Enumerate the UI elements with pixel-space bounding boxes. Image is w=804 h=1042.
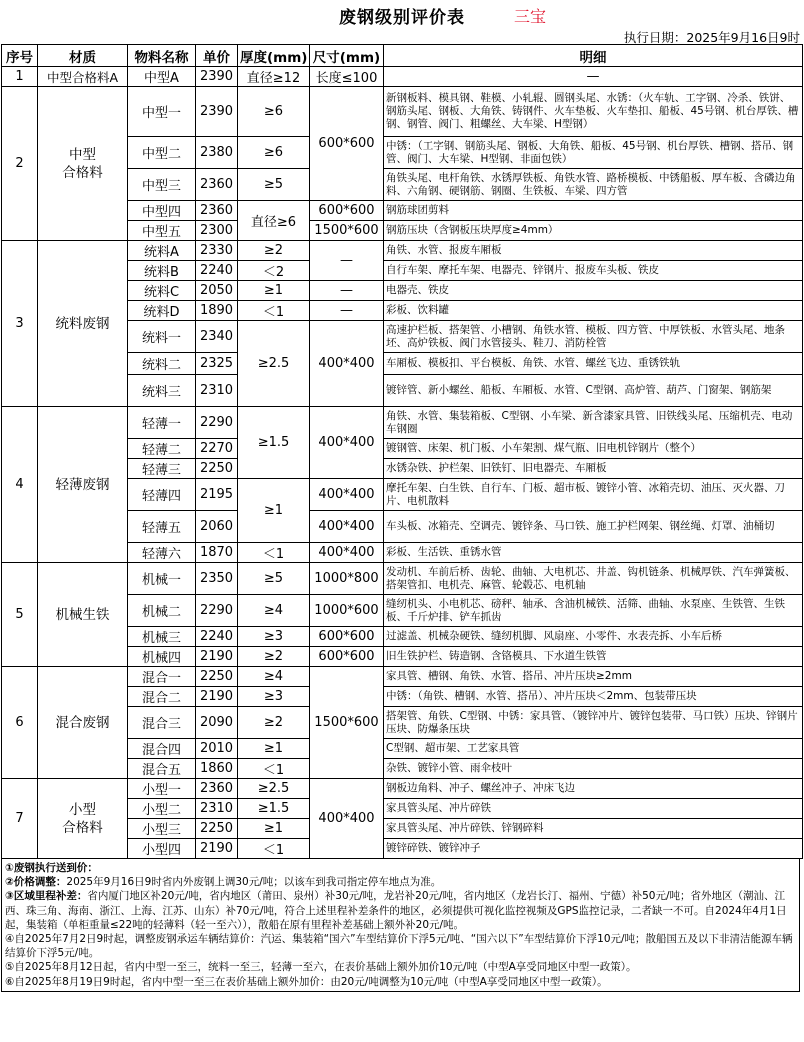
item-thickness: ≥3 (238, 687, 310, 707)
item-name: 轻薄二 (128, 439, 196, 459)
item-size: 600*600 (310, 627, 384, 647)
item-detail: 搭架管、角铁、C型钢、中锈：家具管、（镀锌冲片、镀锌包装带、马口铁）压块、锌钢片压块、防爆条压块 (384, 707, 803, 739)
item-detail: 发动机、车前后桥、齿轮、曲轴、大电机芯、井盖、钩机链条、机械厚铁、汽车弹簧板、搭架管扣、电机壳、麻管、轮毂芯、电机轴 (384, 563, 803, 595)
col-header-no: 序号 (2, 45, 38, 67)
item-price: 2050 (196, 281, 238, 301)
item-name: 中型五 (128, 221, 196, 241)
item-thickness: 直径≥6 (238, 201, 310, 241)
item-size: 400*400 (310, 407, 384, 479)
group-name: 统料废钢 (38, 241, 128, 407)
item-detail: 自行车架、摩托车架、电器壳、锌钢片、报废车头板、铁皮 (384, 261, 803, 281)
note-3-body: 省内厦门地区补20元/吨，省内地区（莆田、泉州）补30元/吨，龙岩补20元/吨，省内地区（龙岩长汀、福州、宁德）补50元/吨；省外地区（潮汕、江西、珠三角、海南、浙江、上海、江苏、山东）补70元/吨，符合上述里程补差条件的地区，必须提供可视化监控视频及GPS监控记录，二者缺一不可。自2024年4月1日起，集装箱（单柜重量≤22吨的轻薄料（轻一至六）），散船在原有里程补差基础上额外补20元/吨。 (5, 890, 787, 931)
col-header-detail: 明细 (384, 45, 803, 67)
group-no: 2 (2, 87, 38, 241)
item-name: 中型四 (128, 201, 196, 221)
item-price: 2010 (196, 739, 238, 759)
item-detail: 镀钢管、床架、机门板、小车架割、煤气瓶、旧电机锌钢片（整个） (384, 439, 803, 459)
item-size: — (310, 301, 384, 321)
item-name: 统料一 (128, 321, 196, 353)
item-price: 2240 (196, 627, 238, 647)
item-name: 混合三 (128, 707, 196, 739)
col-header-name: 物料名称 (128, 45, 196, 67)
item-price: 2390 (196, 67, 238, 87)
item-price: 2325 (196, 353, 238, 375)
item-price: 2195 (196, 479, 238, 511)
item-name: 机械二 (128, 595, 196, 627)
item-price: 2290 (196, 595, 238, 627)
notes-section (1, 859, 800, 992)
item-price: 2060 (196, 511, 238, 543)
note-6: ⑥自2025年8月19日9时起，省内中型一至三在表价基础上额外加价：由20元/吨调整为10元/吨（中型A享受同地区中型一政策）。 (5, 975, 608, 988)
item-detail: 车头板、冰箱壳、空调壳、镀锌条、马口铁、施工护栏网架、钢丝绳、灯罩、油桶切 (384, 511, 803, 543)
page-title: 废钢级别评价表 (339, 8, 465, 28)
group-no: 7 (2, 779, 38, 859)
item-price: 2360 (196, 169, 238, 201)
item-price: 2190 (196, 687, 238, 707)
item-size: 400*400 (310, 321, 384, 407)
item-detail: 旧生铁护栏、铸造钢、含铬模具、下水道生铁管 (384, 647, 803, 667)
item-size: 1000*800 (310, 563, 384, 595)
item-price: 2360 (196, 779, 238, 799)
item-thickness: ≥1 (238, 739, 310, 759)
table-row (2, 563, 803, 595)
item-size: 400*400 (310, 543, 384, 563)
item-name: 统料A (128, 241, 196, 261)
title-row (0, 0, 804, 28)
item-name: 小型三 (128, 819, 196, 839)
item-thickness: ≥1.5 (238, 407, 310, 479)
item-detail: 车厢板、模板扣、平台模板、角铁、水管、螺丝飞边、重锈铁轨 (384, 353, 803, 375)
item-price: 2380 (196, 137, 238, 169)
item-thickness: ≥1 (238, 281, 310, 301)
item-name: 混合一 (128, 667, 196, 687)
item-detail: 镀锌管、新小螺丝、船板、车厢板、水管、C型钢、高炉管、葫芦、门窗架、钢筋架 (384, 375, 803, 407)
item-name: 中型二 (128, 137, 196, 169)
item-size: 长度≤100 (310, 67, 384, 87)
item-name: 小型一 (128, 779, 196, 799)
group-name: 混合废钢 (38, 667, 128, 779)
item-price: 2250 (196, 667, 238, 687)
table-row (2, 87, 803, 137)
group-no: 1 (2, 67, 38, 87)
item-detail: 水锈杂铁、护栏架、旧铁钉、旧电器壳、车厢板 (384, 459, 803, 479)
item-thickness: ≥2 (238, 647, 310, 667)
item-thickness: ≥2 (238, 241, 310, 261)
item-price: 2240 (196, 261, 238, 281)
item-thickness: ＜1 (238, 543, 310, 563)
item-name: 机械一 (128, 563, 196, 595)
col-header-size: 尺寸(mm) (310, 45, 384, 67)
item-thickness: ＜1 (238, 839, 310, 859)
item-price: 2190 (196, 839, 238, 859)
item-price: 1870 (196, 543, 238, 563)
group-name: 轻薄废钢 (38, 407, 128, 563)
item-price: 2290 (196, 407, 238, 439)
item-price: 2350 (196, 563, 238, 595)
item-name: 轻薄一 (128, 407, 196, 439)
item-detail: 钢筋球团剪料 (384, 201, 803, 221)
item-price: 2310 (196, 375, 238, 407)
group-no: 4 (2, 407, 38, 563)
item-detail: 过滤盖、机械杂硬铁、缝纫机脚、风扇座、小零件、水表壳拆、小车后桥 (384, 627, 803, 647)
group-no: 3 (2, 241, 38, 407)
item-thickness: ＜2 (238, 261, 310, 281)
col-header-price: 单价 (196, 45, 238, 67)
item-detail: 电器壳、铁皮 (384, 281, 803, 301)
item-detail: 家具管头尾、冲片碎铁、锌钢碎料 (384, 819, 803, 839)
note-2-head: ②价格调整： (5, 876, 67, 889)
item-size: 600*600 (310, 201, 384, 221)
grade-table (1, 44, 803, 859)
item-detail: 新钢板料、模具钢、鞋模、小轧辊、圆钢头尾、水锈：（火车轨、工字钢、冷杀、铁饼、钢筋头尾、钢板、大角铁、铸钢件、火车垫板、火车垫扣、船板、45号钢、机台厚铁、槽钢、钢管、阀门、粗螺丝、大车梁、H型钢） (384, 87, 803, 137)
item-name: 混合四 (128, 739, 196, 759)
item-size: 400*400 (310, 511, 384, 543)
table-row (2, 407, 803, 439)
item-detail: 钢板边角料、冲子、螺丝冲子、冲床飞边 (384, 779, 803, 799)
item-detail: 钢筋压块（含钢板压块厚度≥4mm） (384, 221, 803, 241)
item-detail: 角铁、水管、报废车厢板 (384, 241, 803, 261)
group-name: 小型 合格料 (38, 779, 128, 859)
col-header-thickness: 厚度(mm) (238, 45, 310, 67)
item-price: 2390 (196, 87, 238, 137)
item-price: 2330 (196, 241, 238, 261)
item-name: 小型二 (128, 799, 196, 819)
item-detail: 杂铁、镀锌小管、雨伞枝叶 (384, 759, 803, 779)
item-price: 2250 (196, 459, 238, 479)
item-price: 2340 (196, 321, 238, 353)
note-1-head: ①废钢执行送到价： (5, 862, 98, 874)
item-name: 统料B (128, 261, 196, 281)
item-size: 400*400 (310, 779, 384, 859)
item-name: 混合五 (128, 759, 196, 779)
note-3-head: ③区域里程补差： (5, 890, 88, 903)
item-detail: 中锈：（工字钢、钢筋头尾、钢板、大角铁、船板、45号钢、机台厚铁、槽钢、搭吊、钢管、阀门、大车梁、H型钢、非面包铁） (384, 137, 803, 169)
item-detail: 彩板、饮料罐 (384, 301, 803, 321)
item-thickness: ≥2.5 (238, 779, 310, 799)
group-name: 中型 合格料 (38, 87, 128, 241)
header-row (2, 45, 803, 67)
item-detail: 高速护栏板、搭架管、小槽钢、角铁水管、模板、四方管、中厚铁板、水管头尾、地条坯、高炉铁板、阀门水管接头、鞋刀、消防栓管 (384, 321, 803, 353)
item-name: 中型三 (128, 169, 196, 201)
item-detail: 缝纫机头、小电机芯、磅秤、轴承、含油机械铁、活筛、曲轴、水泵座、生铁管、生铁板、千斤炉排、铲车抓齿 (384, 595, 803, 627)
item-name: 机械三 (128, 627, 196, 647)
group-name: 机械生铁 (38, 563, 128, 667)
item-detail: 摩托车架、白生铁、自行车、门板、超市板、镀锌小管、冰箱壳切、油压、灭火器、刀片、电机散料 (384, 479, 803, 511)
item-price: 2090 (196, 707, 238, 739)
item-price: 2300 (196, 221, 238, 241)
item-price: 1890 (196, 301, 238, 321)
item-name: 轻薄四 (128, 479, 196, 511)
item-name: 轻薄三 (128, 459, 196, 479)
date-row (0, 28, 804, 44)
item-price: 2310 (196, 799, 238, 819)
item-thickness: 直径≥12 (238, 67, 310, 87)
item-name: 统料三 (128, 375, 196, 407)
item-thickness: ≥5 (238, 563, 310, 595)
item-thickness: ＜1 (238, 301, 310, 321)
item-name: 统料二 (128, 353, 196, 375)
item-thickness: ≥6 (238, 87, 310, 137)
item-thickness: ≥5 (238, 169, 310, 201)
item-price: 1860 (196, 759, 238, 779)
item-size: — (310, 241, 384, 281)
item-thickness: ≥6 (238, 137, 310, 169)
item-thickness: ≥2.5 (238, 321, 310, 407)
item-name: 小型四 (128, 839, 196, 859)
item-name: 统料C (128, 281, 196, 301)
item-name: 中型A (128, 67, 196, 87)
item-size: 1500*600 (310, 667, 384, 779)
item-detail: 角铁头尾、电杆角铁、水锈厚铁板、角铁水管、路桥模板、中锈船板、厚车板、含磷边角料、六角钢、硬钢筋、钢圈、生铁板、车梁、四方管 (384, 169, 803, 201)
item-thickness: ≥1.5 (238, 799, 310, 819)
item-name: 机械四 (128, 647, 196, 667)
item-size: 600*600 (310, 647, 384, 667)
item-detail: 镀锌碎铁、镀锌冲子 (384, 839, 803, 859)
table-row (2, 667, 803, 687)
note-5: ⑤自2025年8月12日起，省内中型一至三，统料一至三，轻薄一至六，在表价基础上额外加价10元/吨（中型A享受同地区中型一政策）。 (5, 961, 637, 974)
col-header-material: 材质 (38, 45, 128, 67)
group-no: 5 (2, 563, 38, 667)
item-size: 1500*600 (310, 221, 384, 241)
item-size: 600*600 (310, 87, 384, 201)
table-row (2, 241, 803, 261)
item-price: 2190 (196, 647, 238, 667)
item-detail: 中锈：（角铁、槽钢、水管、搭吊）、冲片压块＜2mm、包装带压块 (384, 687, 803, 707)
item-name: 统料D (128, 301, 196, 321)
item-detail: 家具管头尾、冲片碎铁 (384, 799, 803, 819)
item-name: 轻薄五 (128, 511, 196, 543)
item-detail: 家具管、槽钢、角铁、水管、搭吊、冲片压块≥2mm (384, 667, 803, 687)
note-2-body: 2025年9月16日9时省内外废钢上调30元/吨；以该车到我司指定停车地点为准。 (66, 876, 442, 889)
item-detail: — (384, 67, 803, 87)
brand-name: 三宝 (514, 7, 547, 26)
item-price: 2270 (196, 439, 238, 459)
item-thickness: ≥2 (238, 707, 310, 739)
table-row (2, 779, 803, 799)
item-thickness: ＜1 (238, 759, 310, 779)
item-thickness: ≥4 (238, 595, 310, 627)
effective-date: 执行日期：2025年9月16日9时 (623, 30, 800, 45)
note-3 (5, 889, 796, 932)
note-4: ④自2025年7月2日9时起，调整废钢承运车辆结算价：汽运、集装箱“国六”车型结算价下浮5元/吨、“国六以下”车型结算价下浮10元/吨；散船国五及以下非清洁能源车辆结算价下浮5元/吨。 (5, 933, 793, 960)
item-thickness: ≥1 (238, 479, 310, 543)
item-name: 中型一 (128, 87, 196, 137)
item-thickness: ≥1 (238, 819, 310, 839)
item-size: — (310, 281, 384, 301)
item-price: 2360 (196, 201, 238, 221)
item-thickness: ≥4 (238, 667, 310, 687)
item-price: 2250 (196, 819, 238, 839)
item-name: 轻薄六 (128, 543, 196, 563)
item-size: 400*400 (310, 479, 384, 511)
group-name: 中型合格料A (38, 67, 128, 87)
item-detail: C型钢、超市架、工艺家具管 (384, 739, 803, 759)
item-name: 混合二 (128, 687, 196, 707)
item-detail: 角铁、水管、集装箱板、C型钢、小车梁、新含漆家具管、旧铁线头尾、压缩机壳、电动车钢圈 (384, 407, 803, 439)
item-thickness: ≥3 (238, 627, 310, 647)
item-detail: 彩板、生活铁、重锈水管 (384, 543, 803, 563)
item-size: 1000*600 (310, 595, 384, 627)
group-no: 6 (2, 667, 38, 779)
note-2 (5, 875, 796, 889)
note-1 (5, 861, 796, 875)
table-row (2, 67, 803, 87)
